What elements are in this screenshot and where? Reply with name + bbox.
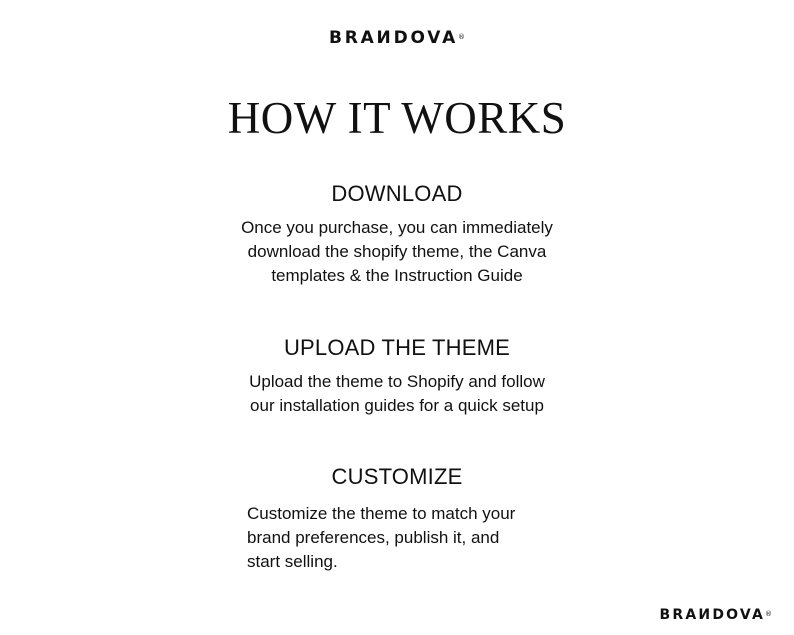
description-line: brand preferences, publish it, and — [247, 528, 500, 547]
page-title: HOW IT WORKS — [227, 93, 567, 143]
description-line: Customize the theme to match your — [247, 504, 516, 523]
step-description-upload-theme — [0, 370, 794, 418]
step-heading-customize: CUSTOMIZE — [331, 464, 463, 489]
trademark-symbol: ® — [458, 33, 466, 41]
step-description-customize — [247, 502, 567, 574]
description-line: Upload the theme to Shopify and follow — [249, 372, 545, 391]
trademark-symbol: ® — [765, 610, 772, 618]
brand-logo-top — [0, 27, 794, 49]
description-line: our installation guides for a quick setup — [250, 396, 544, 415]
description-line: templates & the Instruction Guide — [271, 266, 523, 285]
brand-name: BRAИDOVA — [328, 28, 459, 48]
description-line: Once you purchase, you can immediately — [241, 218, 553, 237]
description-line: download the shopify theme, the Canva — [247, 242, 547, 261]
brand-logo-bottom — [660, 606, 772, 624]
brand-name: BRAИDOVA — [659, 607, 765, 623]
step-heading-upload-theme: UPLOAD THE THEME — [283, 335, 511, 360]
step-description-download — [0, 216, 794, 288]
step-heading-download: DOWNLOAD — [331, 181, 463, 206]
description-line: start selling. — [247, 552, 338, 571]
